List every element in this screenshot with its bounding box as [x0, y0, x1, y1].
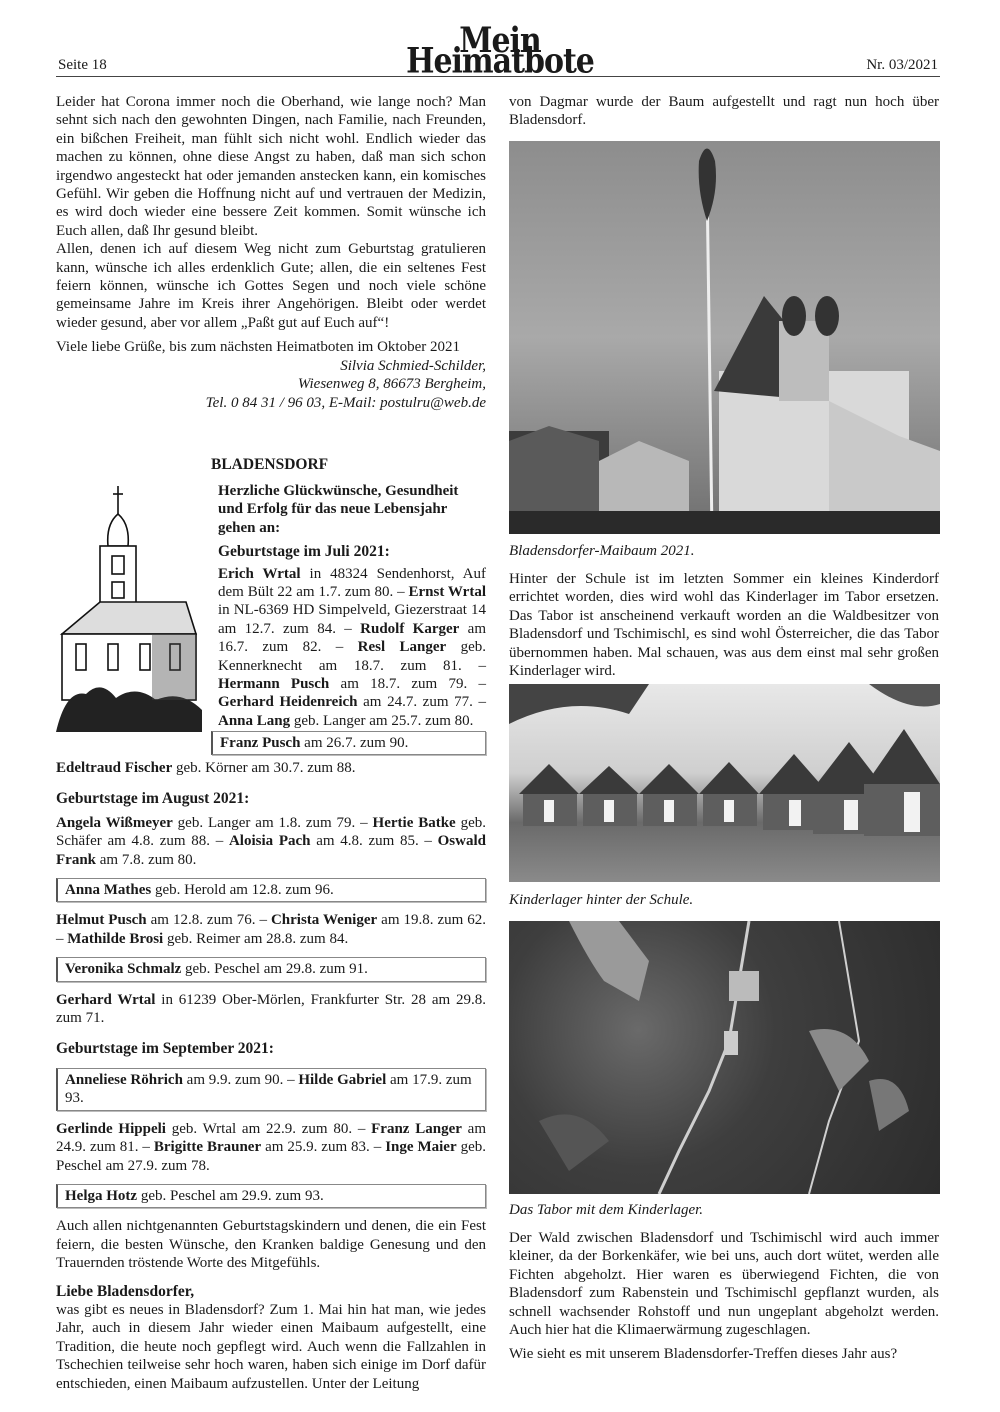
birthday-name: Resl Langer	[357, 639, 447, 656]
august-list-2	[56, 911, 486, 948]
signature-address: Wiesenweg 8, 86673 Bergheim,	[297, 376, 486, 393]
birthday-name: Anna Lang	[218, 712, 291, 729]
kinderdorf-paragraph: Hinter der Schule ist im letzten Sommer ein kleines Kinderdorf errichtet worden, dies wird wohl das Kinderlager im Tabor ersetzen. Das Tabor ist anscheinend verkauft worden an die Waldbesitzer von Bladensdorf und Tschimischl, es sind wohl Österreicher, die das Tabor übernommen haben. Mal schauen, was aus dem einst mal sehr großen Kinderlager wird.	[509, 571, 939, 680]
caption-tabor: Das Tabor mit dem Kinderlager.	[509, 1202, 704, 1218]
issue-number: Nr. 03/2021	[866, 57, 938, 73]
church-drawing-icon	[56, 484, 202, 732]
section-subtitle: Herzliche Glückwünsche, Gesundheit und Erfolg für das neue Lebensjahr gehen an:	[218, 483, 459, 536]
caption-kinderlager: Kinderlager hinter der Schule.	[509, 892, 694, 908]
birthday-name: Gerhard Heidenreich	[218, 694, 358, 711]
august-list	[56, 814, 486, 869]
kinderdorf-text	[509, 570, 939, 680]
caption-maibaum: Bladensdorfer-Maibaum 2021.	[509, 543, 695, 559]
birthday-name: Christa Weniger	[270, 912, 378, 929]
august-heading: Geburtstage im August 2021:	[56, 790, 250, 808]
birthday-name: Rudolf Karger	[360, 620, 460, 637]
birthday-detail: am 16.7. zum 82. –	[218, 620, 487, 656]
birthday-name: Helmut Pusch	[56, 912, 147, 929]
birthday-intro	[211, 456, 486, 474]
birthday-name: Gerhard Wrtal	[56, 991, 156, 1008]
birthday-detail: am 24.9. zum 81. –	[56, 1120, 486, 1156]
birthday-detail: in 48324 Sendenhorst, Auf dem Bült 22 am 1.7. zum 80. –	[218, 565, 487, 601]
birthday-name: Anna Mathes	[65, 882, 152, 899]
birthday-detail: geb. Schäfer am 4.8. zum 88. –	[56, 814, 486, 850]
signature-name: Silvia Schmied-Schilder,	[340, 357, 486, 374]
birthday-name: Gerlinde Hippeli	[56, 1120, 166, 1137]
birthday-detail: am 17.9. zum 93.	[65, 1071, 472, 1107]
birthday-name: Hermann Pusch	[218, 676, 330, 693]
birthday-detail: geb. Reimer am 28.8. zum 84.	[163, 930, 349, 947]
intro-paragraph-2: Allen, denen ich auf diesem Weg nicht zum Geburtstag gratulieren kann, wünsche ich alles erdenklich Gute; allen, die ein seltenes Fest feiern können, wünsche ich Gottes Segen und noch viele schöne gemeinsame Jahre im Kreis ihrer Angehörigen. Bleibt oder werdet wieder gesund, aber vor allem „Paßt gut auf Euch auf“!	[56, 241, 486, 331]
maypole-photo	[509, 141, 940, 534]
huts-photo	[509, 684, 940, 882]
birthday-detail: am 26.7. zum 90.	[300, 735, 409, 751]
aerial-map-icon	[509, 921, 940, 1194]
continuation-text: von Dagmar wurde der Baum aufgestellt und ragt nun hoch über Bladensdorf.	[509, 94, 939, 129]
birthday-name: Aloisia Pach	[228, 833, 311, 850]
birthday-detail: geb. Herold am 12.8. zum 96.	[151, 882, 334, 899]
birthday-detail: am 12.8. zum 76. –	[146, 912, 271, 929]
birthday-detail: geb. Wrtal am 22.9. zum 80. –	[165, 1120, 372, 1137]
birthday-detail: am 25.9. zum 83. –	[261, 1139, 386, 1156]
birthday-name: Brigitte Brauner	[153, 1139, 262, 1156]
birthday-detail: am 9.9. zum 90. –	[182, 1071, 299, 1088]
birthday-detail: am 24.7. zum 77. –	[357, 694, 486, 711]
july-heading: Geburtstage im Juli 2021:	[218, 543, 390, 561]
birthday-detail: am 4.8. zum 85. –	[310, 833, 438, 850]
highlight-box	[211, 731, 486, 755]
birthday-name: Edeltraud Fischer	[56, 760, 173, 776]
church-photo-icon	[509, 141, 940, 534]
birthday-name: Mathilde Brosi	[67, 930, 164, 947]
birthday-entry	[56, 991, 486, 1028]
birthday-name: Oswald Frank	[56, 833, 486, 868]
treffen-question: Wie sieht es mit unserem Bladensdorfer-Treffen dieses Jahr aus?	[509, 1346, 898, 1363]
birthday-detail: geb. Kennerknecht am 18.7. zum 81. –	[218, 639, 486, 674]
birthday-name: Franz Pusch	[220, 735, 301, 751]
birthday-detail: am 7.8. zum 80.	[96, 851, 197, 868]
birthday-name: Hilde Gabriel	[298, 1071, 387, 1088]
greeting: Viele liebe Grüße, bis zum nächsten Heimatboten im Oktober 2021	[56, 339, 460, 356]
aerial-photo	[509, 921, 940, 1194]
birthday-detail: geb. Körner am 30.7. zum 88.	[172, 760, 356, 776]
highlight-box	[56, 1184, 486, 1208]
birthday-name: Erich Wrtal	[218, 565, 301, 582]
birthday-name: Hertie Batke	[372, 814, 456, 831]
signature-contact: Tel. 0 84 31 / 96 03, E-Mail: postulru@web.de	[205, 394, 486, 411]
letter-heading: Liebe Bladensdorfer,	[56, 1282, 195, 1300]
july-list	[218, 565, 486, 731]
highlight-box	[56, 878, 486, 902]
right-intro	[509, 93, 939, 130]
birthday-name: Veronika Schmalz	[65, 961, 182, 978]
closing-paragraph: Auch allen nichtgenannten Geburtstagskindern und denen, die ein Fest feiern, die besten Wünsche, den Kranken baldige Genesung und den Trauernden tröstende Worte des Mitgefühls.	[56, 1218, 486, 1272]
masthead-logo: Mein Heimatbote	[406, 20, 594, 83]
birthday-detail: am 18.7. zum 79. –	[329, 676, 486, 693]
birthday-name: Helga Hotz	[65, 1187, 138, 1204]
highlight-box	[56, 1068, 486, 1111]
birthday-detail: in NL-6369 HD Simpelveld, Giezerstraat 14 am 12.7. zum 84. –	[218, 602, 486, 637]
letter-paragraph: was gibt es neues in Bladensdorf? Zum 1. Mai hin hat man, wie jedes Jahr, auch in diesem Jahr wieder einen Maibaum aufgestellt, eine Tradition, die heute noch gepflegt wird. Auch wenn die Fallzahlen in Tschechien teilweise sehr hoch waren, haben sich einige im Dorf dafür entschieden, einen Maibaum aufzustellen. Unter der Leitung	[56, 1301, 486, 1392]
birthday-lists	[56, 759, 486, 1393]
september-heading: Geburtstage im September 2021:	[56, 1040, 274, 1058]
birthday-entry	[56, 759, 486, 777]
birthday-detail: geb. Langer am 1.8. zum 79. –	[172, 814, 373, 831]
birthday-name: Inge Maier	[385, 1139, 457, 1156]
birthday-detail: geb. Peschel am 29.8. zum 91.	[181, 961, 368, 978]
intro-text	[56, 93, 486, 412]
birthday-name: Franz Langer	[371, 1120, 462, 1137]
september-list	[56, 1120, 486, 1175]
birthday-name: Anneliese Röhrich	[65, 1071, 183, 1088]
highlight-box	[56, 957, 486, 981]
birthday-detail: geb. Peschel am 29.9. zum 93.	[137, 1187, 324, 1204]
birthday-detail: geb. Peschel am 27.9. zum 78.	[56, 1139, 486, 1174]
forest-paragraph: Der Wald zwischen Bladensdorf und Tschimischl wird auch immer kleiner, da der Borkenkäfer, wie bei uns, auch dort wütet, werden alle Fichten abgeholzt. Hier waren es überwiegend Fichten, die von Bladensdorf zum Rabenstein und Tschimischl gepflanzt wurden, als schnell wachsender Rohstoff und nun ungeplant abgeholzt werden. Auch hier hat die Klimaerwärmung zugeschlagen.	[509, 1230, 939, 1339]
section-title: BLADENSDORF	[211, 456, 329, 473]
intro-paragraph-1: Leider hat Corona immer noch die Oberhand, wie lange noch? Man sehnt sich nach den gewohnten Dingen, nach Familie, nach Freunden, ein bißchen Freiheit, man fühlt sich nicht wohl. Endlich wieder das machen zu können, ohne diese Angst zu haben, daß man sich schon irgendwo angesteckt hat oder jemanden anstecken kann, ein komisches Gefühl. Wir geben die Hoffnung nicht auf und vertrauen der Medizin, es wird doch wieder eine bessere Zeit kommen. Somit wünsche ich Euch allen, daß Ihr gesund bleibt.	[56, 94, 486, 239]
header-rule	[56, 76, 940, 77]
forest-text	[509, 1229, 939, 1364]
huts-icon	[509, 684, 940, 882]
july-block	[218, 482, 486, 730]
page-number: Seite 18	[58, 57, 107, 73]
birthday-detail: am 19.8. zum 62. –	[56, 912, 487, 947]
birthday-name: Ernst Wrtal	[408, 584, 486, 601]
birthday-name: Angela Wißmeyer	[56, 814, 173, 831]
birthday-detail: in 61239 Ober-Mörlen, Frankfurter Str. 28 am 29.8. zum 71.	[56, 991, 486, 1027]
birthday-detail: geb. Langer am 25.7. zum 80.	[290, 712, 474, 729]
